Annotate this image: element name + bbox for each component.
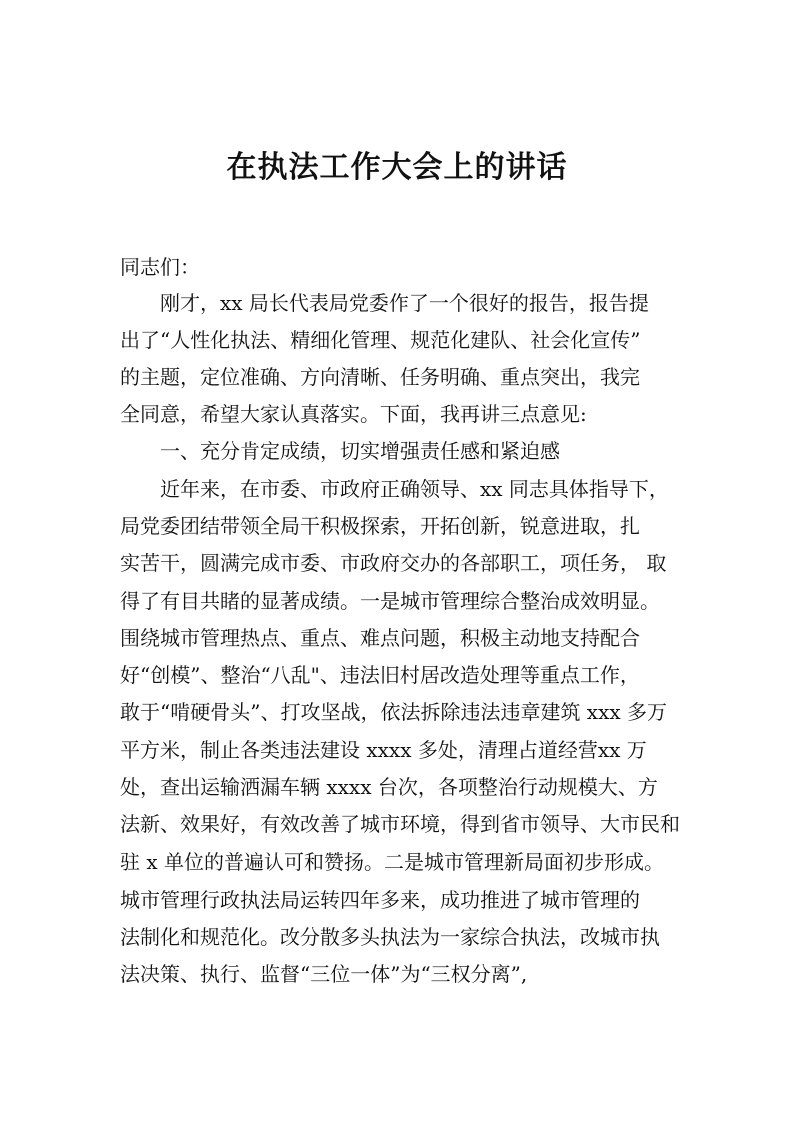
section-heading: 一、充分肯定成绩，切实增强责任感和紧迫感 [160, 439, 560, 463]
paragraph-line: 出了“人性化执法、精细化管理、规范化建队、社会化宣传” [120, 328, 641, 352]
paragraph-line: 法决策、执行、监督“三位一体”为“三权分离”, [120, 962, 528, 986]
paragraph-line: 的主题，定位准确、方向清晰、任务明确、重点突出，我完 [120, 365, 640, 389]
paragraph-line: 敢于“啃硬骨头”、打攻坚战，依法拆除违法违章建筑 xxx 多万 [120, 700, 668, 724]
paragraph-line: 驻 x 单位的普遍认可和赞扬。二是城市管理新局面初步形成。 [120, 850, 664, 874]
paragraph-line: 围绕城市管理热点、重点、难点问题，积极主动地支持配合 [120, 626, 640, 650]
paragraph-line: 处，查出运输洒漏车辆 xxxx 台次，各项整治行动规模大、方 [120, 775, 658, 799]
paragraph-line: 法制化和规范化。改分散多头执法为一家综合执法，改城市执 [120, 925, 660, 949]
paragraph-line: 近年来，在市委、市政府正确领导、xx 同志具体指导下， [160, 477, 669, 501]
paragraph-line: 刚才，xx 局长代表局党委作了一个很好的报告，报告提 [160, 291, 649, 315]
paragraph-line: 法新、效果好，有效改善了城市环境，得到省市领导、大市民和 [120, 812, 680, 836]
paragraph-line: 实苦干，圆满完成市委、市政府交办的各部职工，项任务， 取 [120, 551, 667, 575]
paragraph-line: 城市管理行政执法局运转四年多来，成功推进了城市管理的 [120, 888, 640, 912]
document-title: 在执法工作大会上的讲话 [226, 150, 568, 185]
salutation: 同志们： [120, 255, 200, 279]
paragraph-line: 局党委团结带领全局干积极探索，开拓创新，锐意进取，扎 [120, 514, 640, 538]
paragraph-line: 全同意，希望大家认真落实。下面，我再讲三点意见: [120, 402, 587, 426]
paragraph-line: 好“创模”、整治“八乱"、违法旧村居改造处理等重点工作， [120, 663, 640, 687]
paragraph-line: 得了有目共睹的显著成绩。一是城市管理综合整治成效明显。 [120, 589, 660, 613]
paragraph-line: 平方米，制止各类违法建设 xxxx 多处，清理占道经营xx 万 [120, 738, 647, 762]
